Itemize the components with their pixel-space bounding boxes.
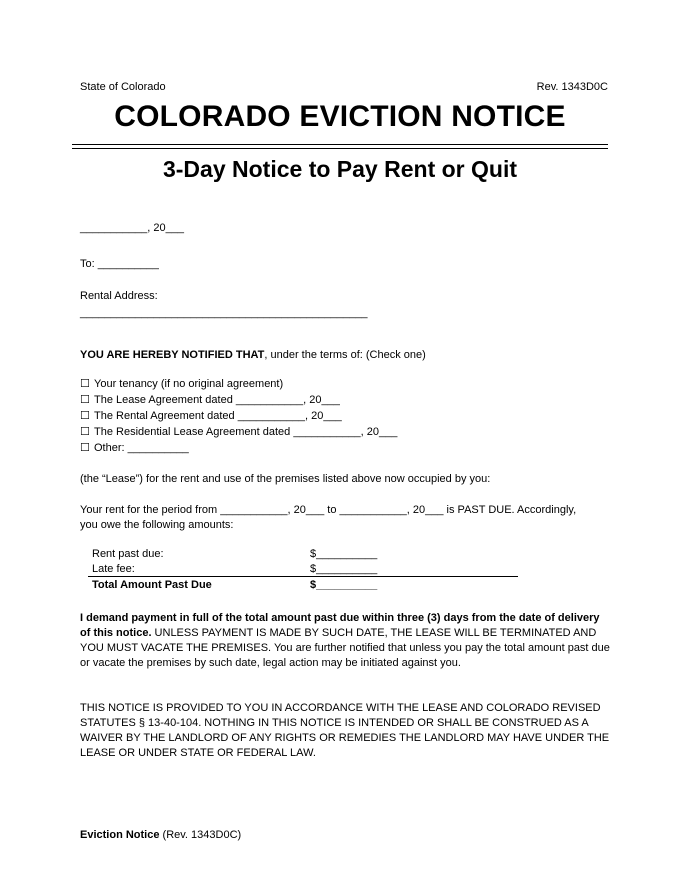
option-label: The Lease Agreement dated ___________, 20___ <box>94 394 340 406</box>
rental-address-blank: _______________________________________________ <box>80 307 368 319</box>
option-item[interactable] <box>80 409 342 424</box>
date-line: ___________, 20___ <box>80 222 184 234</box>
checkbox-icon[interactable]: ☐ <box>80 378 90 390</box>
checkbox-icon[interactable]: ☐ <box>80 426 90 438</box>
amount-value: $__________ <box>310 563 378 575</box>
amount-label: Rent past due: <box>92 548 164 560</box>
footer <box>80 828 241 843</box>
amount-row-total <box>92 578 377 593</box>
demand-paragraph <box>80 611 610 671</box>
to-line: To: __________ <box>80 258 159 270</box>
revision-label: Rev. 1343D0C <box>536 81 608 93</box>
option-item[interactable] <box>80 377 283 392</box>
demand-rest: UNLESS PAYMENT IS MADE BY SUCH DATE, THE LEASE WILL BE TERMINATED AND YOU MUST VACATE THE PREMISES. You are further notified that unless you pay the total amount past due or vacate the premises by such date, legal action may be initiated against you. <box>80 627 610 669</box>
option-label: Other: __________ <box>94 442 189 454</box>
amount-value: $__________ <box>310 548 378 560</box>
document-subtitle: 3-Day Notice to Pay Rent or Quit <box>162 156 517 182</box>
document-title: COLORADO EVICTION NOTICE <box>114 100 566 133</box>
footer-rest: (Rev. 1343D0C) <box>159 829 242 841</box>
checkbox-icon[interactable]: ☐ <box>80 442 90 454</box>
title-rule-bottom <box>72 148 608 149</box>
amount-row-rent <box>92 547 377 562</box>
amount-label: Total Amount Past Due <box>92 579 212 591</box>
lease-line: (the “Lease”) for the rent and use of the premises listed above now occupied by you: <box>80 473 491 485</box>
rent-period-line-2: you owe the following amounts: <box>80 519 234 531</box>
demand-bold: I demand payment in full of the total amount past due within three (3) days from the date of delivery of this notice. <box>80 612 600 639</box>
title-rule-top <box>72 144 608 145</box>
notified-bold: YOU ARE HEREBY NOTIFIED THAT <box>80 349 265 361</box>
rent-period-line-1: Your rent for the period from ___________, 20___ to ___________, 20___ is PAST DUE. Accordingly, <box>80 504 577 516</box>
option-item[interactable] <box>80 393 340 408</box>
total-divider <box>88 576 518 577</box>
statute-paragraph: THIS NOTICE IS PROVIDED TO YOU IN ACCORDANCE WITH THE LEASE AND COLORADO REVISED STATUTES § 13-40-104. NOTHING IN THIS NOTICE IS INTENDED OR SHALL BE CONSTRUED AS A WAIVER BY THE LANDLORD OF ANY RIGHTS OR REMEDIES THE LANDLORD MAY HAVE UNDER THE LEASE OR UNDER STATE OR FEDERAL LAW. <box>80 702 610 759</box>
amount-label: Late fee: <box>92 563 135 575</box>
notified-rest: , under the terms of: (Check one) <box>264 349 426 361</box>
option-label: The Residential Lease Agreement dated ___________, 20___ <box>94 426 398 438</box>
option-item[interactable] <box>80 441 189 456</box>
amount-row-late-fee <box>92 562 377 577</box>
footer-bold: Eviction Notice <box>80 829 160 841</box>
checkbox-icon[interactable]: ☐ <box>80 394 90 406</box>
amount-value: $__________ <box>310 579 378 591</box>
notified-statement <box>80 348 426 363</box>
option-label: The Rental Agreement dated ___________, 20___ <box>94 410 342 422</box>
checkbox-icon[interactable]: ☐ <box>80 410 90 422</box>
option-item[interactable] <box>80 425 397 440</box>
state-label: State of Colorado <box>80 81 166 93</box>
option-label: Your tenancy (if no original agreement) <box>94 378 284 390</box>
rental-address-label: Rental Address: <box>80 290 158 302</box>
